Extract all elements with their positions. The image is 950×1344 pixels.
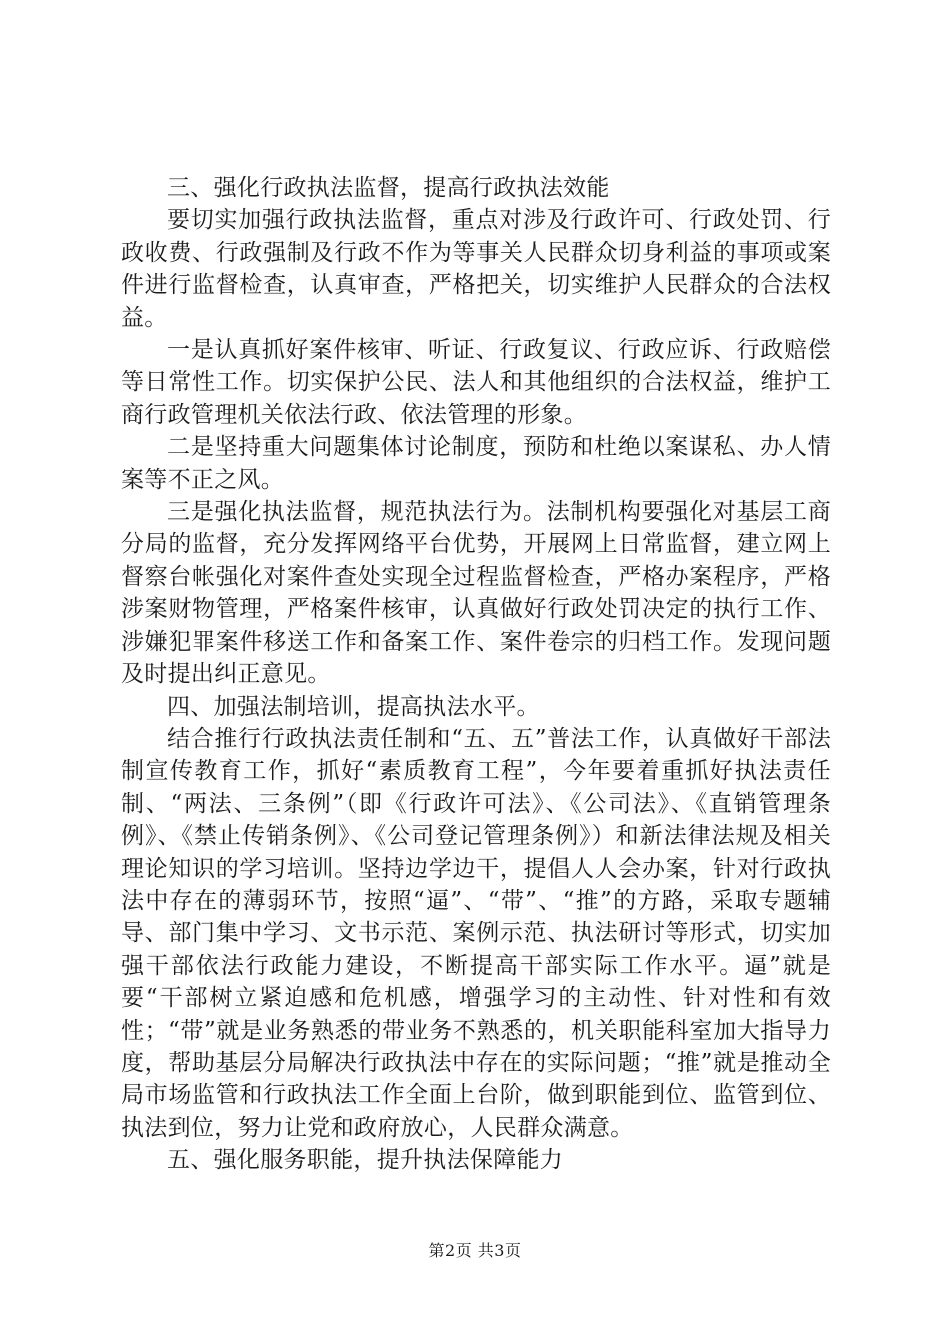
section-heading-4: 四、加强法制培训，提高执法水平。 bbox=[167, 693, 540, 720]
page-footer: 第2页 共3页 bbox=[428, 1241, 522, 1260]
paragraph-item-1: 一是认真抓好案件核审、听证、行政复议、行政应诉、行政赔偿等日常性工作。切实保护公民、法人和其他组织的合法权益，维护工商行政管理机关依法行政、依法管理的形象。 bbox=[121, 337, 831, 428]
section-heading-3: 三、强化行政执法监督，提高行政执法效能 bbox=[167, 175, 610, 201]
paragraph-training: 结合推行行政执法责任制和“五、五”普法工作，认真做好干部法制宣传教育工作，抓好“素质教育工程”，今年要着重抓好执法责任制、“两法、三条例”（即《行政许可法》、《公司法》、《直销管理条例》、《禁止传销条例》、《公司登记管理条例》）和新法律法规及相关理论知识的学习培训。坚持边学边干，提倡人人会办案，针对行政执法中存在的薄弱环节，按照“逼”、“带”、“推”的方路，采取专题辅导、部门集中学习、文书示范、案例示范、执法研讨等形式，切实加强干部依法行政能力建设，不断提高干部实际工作水平。逼”就是要“干部树立紧迫感和危机感，增强学习的主动性、针对性和有效性；“带”就是业务熟悉的带业务不熟悉的，机关职能科室加大指导力度，帮助基层分局解决行政执法中存在的实际问题；“推”就是推动全局市场监管和行政执法工作全面上台阶，做到职能到位、监管到位、执法到位，努力让党和政府放心，人民群众满意。 bbox=[121, 725, 831, 1141]
paragraph-item-3: 三是强化执法监督，规范执法行为。法制机构要强化对基层工商分局的监督，充分发挥网络平台优势，开展网上日常监督，建立网上督察台帐强化对案件查处实现全过程监督检查，严格办案程序，严格涉案财物管理，严格案件核审，认真做好行政处罚决定的执行工作、涉嫌犯罪案件移送工作和备案工作、案件卷宗的归档工作。发现问题及时提出纠正意见。 bbox=[121, 499, 831, 688]
document-body bbox=[121, 172, 831, 1177]
section-heading-5: 五、强化服务职能，提升执法保障能力 bbox=[167, 1147, 564, 1174]
paragraph-supervision-intro: 要切实加强行政执法监督，重点对涉及行政许可、行政处罚、行政收费、行政强制及行政不作为等事关人民群众切身利益的事项或案件进行监督检查，认真审查，严格把关，切实维护人民群众的合法权益。 bbox=[121, 207, 831, 331]
paragraph-item-2: 二是坚持重大问题集体讨论制度，预防和杜绝以案谋私、办人情案等不正之风。 bbox=[121, 434, 831, 493]
